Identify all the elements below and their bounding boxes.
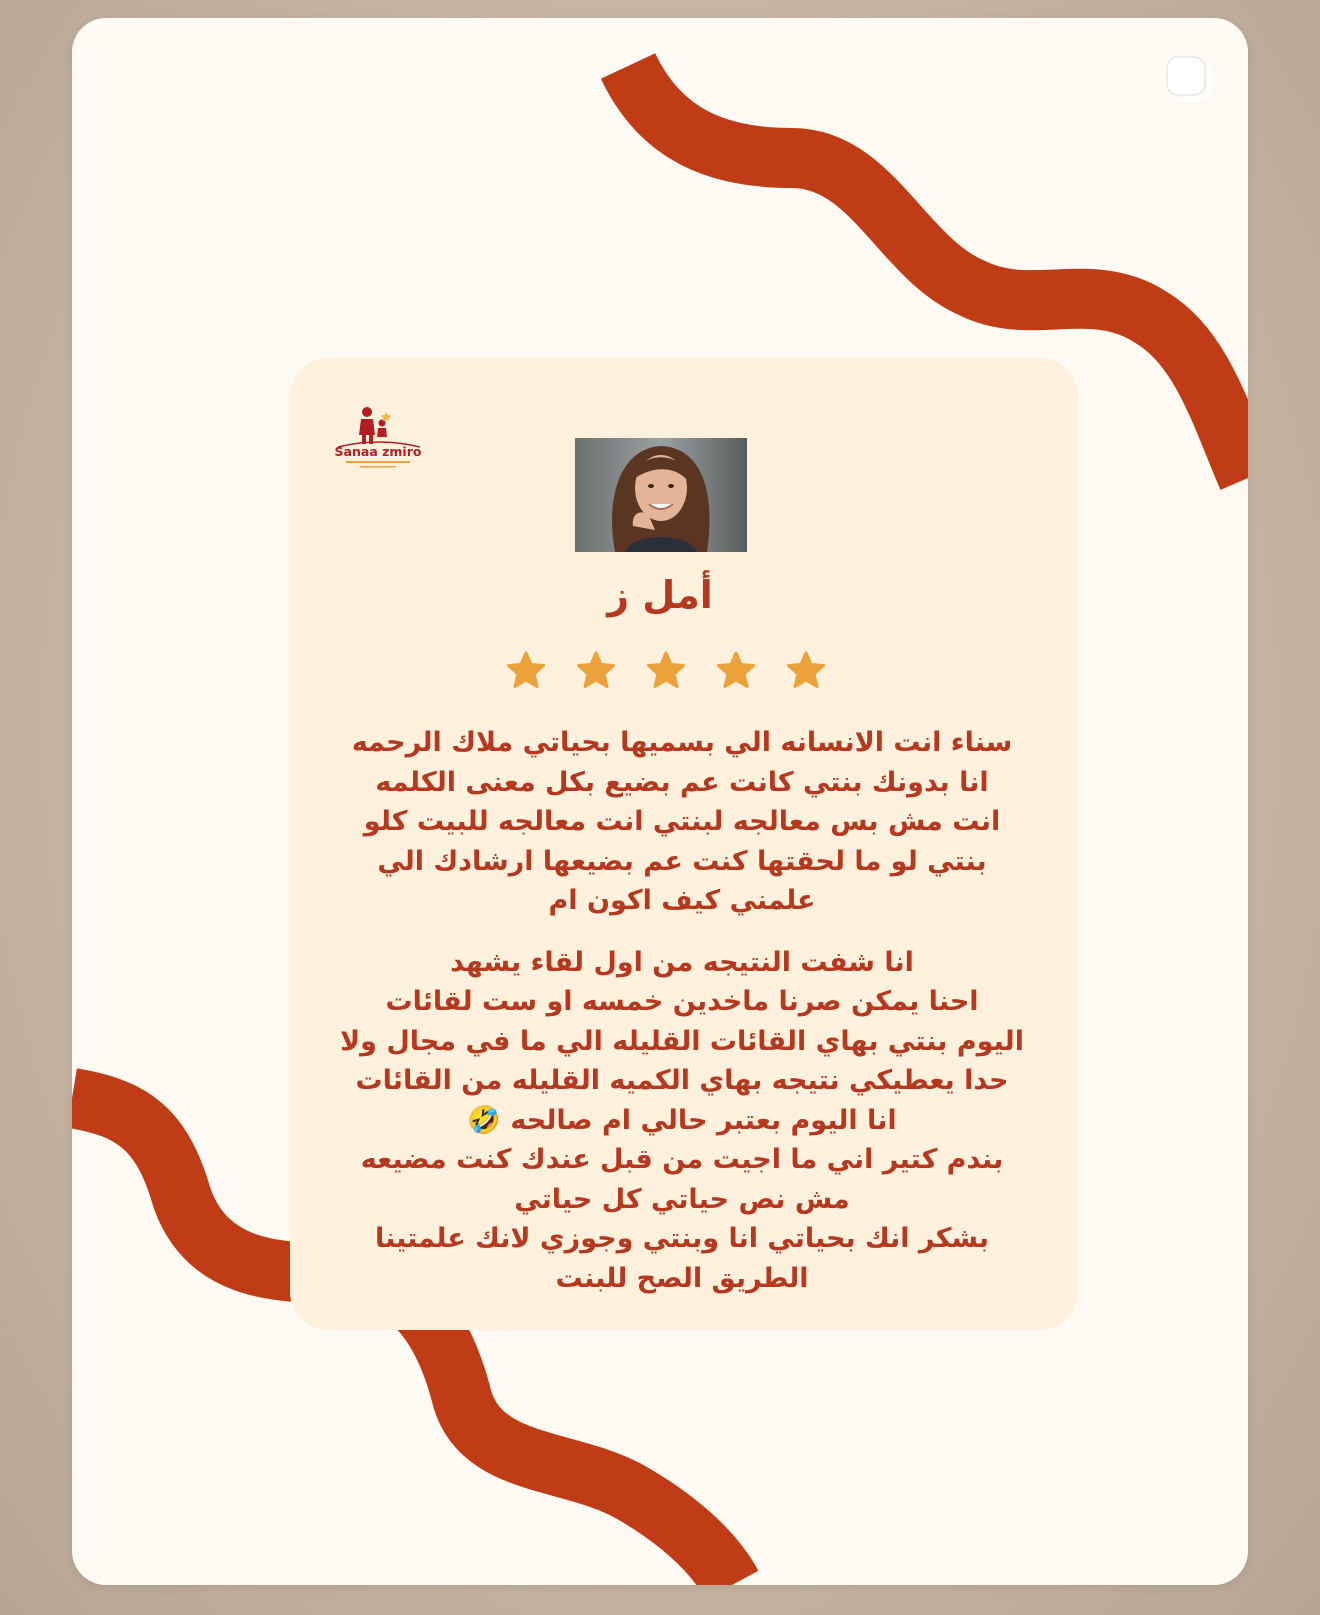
review-line: انا بدونك بنتي كانت عم بضيع بكل معنى الكلمه <box>375 766 989 798</box>
review-line: سناء انت الانسانه الي بسميها بحياتي ملاك الرحمه <box>351 727 1013 758</box>
reviewer-name: أمل ز <box>607 573 713 617</box>
review-line: بشكر انك بحياتي انا وبنتي وجوزي لانك علمتينا <box>374 1223 990 1254</box>
review-line: انا شفت النتيجه من اول لقاء يشهد <box>450 946 914 978</box>
review-line: انا اليوم بعتبر حالي ام صالحه 🤣 <box>467 1104 897 1136</box>
review-paragraph-2 <box>310 943 1054 1299</box>
story-card <box>72 18 1248 1585</box>
review-line: اليوم بنتي بهاي القائات القليله الي ما في مجال ولا <box>340 1025 1024 1057</box>
review-line: حدا يعطيكي نتيجه بهاي الكميه القليله من القائات <box>355 1065 1009 1096</box>
review-line: انت مش بس معالجه لبنتي انت معالجه للبيت كلو <box>363 806 1001 837</box>
review-line: احنا يمكن صرنا ماخدين خمسه او ست لقائات <box>385 986 979 1017</box>
review-paragraph-1 <box>310 723 1054 921</box>
review-line: مش نص حياتي كل حياتي <box>514 1183 850 1215</box>
star-icon <box>506 650 546 690</box>
star-rating <box>506 650 826 694</box>
review-line: بنتي لو ما لحقتها كنت عم بضيعها ارشادك الي <box>377 845 987 877</box>
review-line: بندم كتير اني ما اجيت من قبل عندك كنت مضيعه <box>360 1144 1004 1175</box>
star-icon <box>786 650 826 690</box>
svg-text:Sanaa zmiro: Sanaa zmiro <box>334 444 422 459</box>
review-line: علمني كيف اكون ام <box>548 885 816 916</box>
review-text <box>310 723 1054 1298</box>
star-icon <box>716 650 756 690</box>
star-icon <box>576 650 616 690</box>
review-card <box>290 358 1078 1330</box>
review-line: الطريق الصح للبنت <box>555 1262 809 1294</box>
reviewer-avatar <box>575 438 747 552</box>
parent-child-logo-icon <box>320 403 436 475</box>
sticker-icon[interactable] <box>1162 52 1214 104</box>
star-icon <box>646 650 686 690</box>
